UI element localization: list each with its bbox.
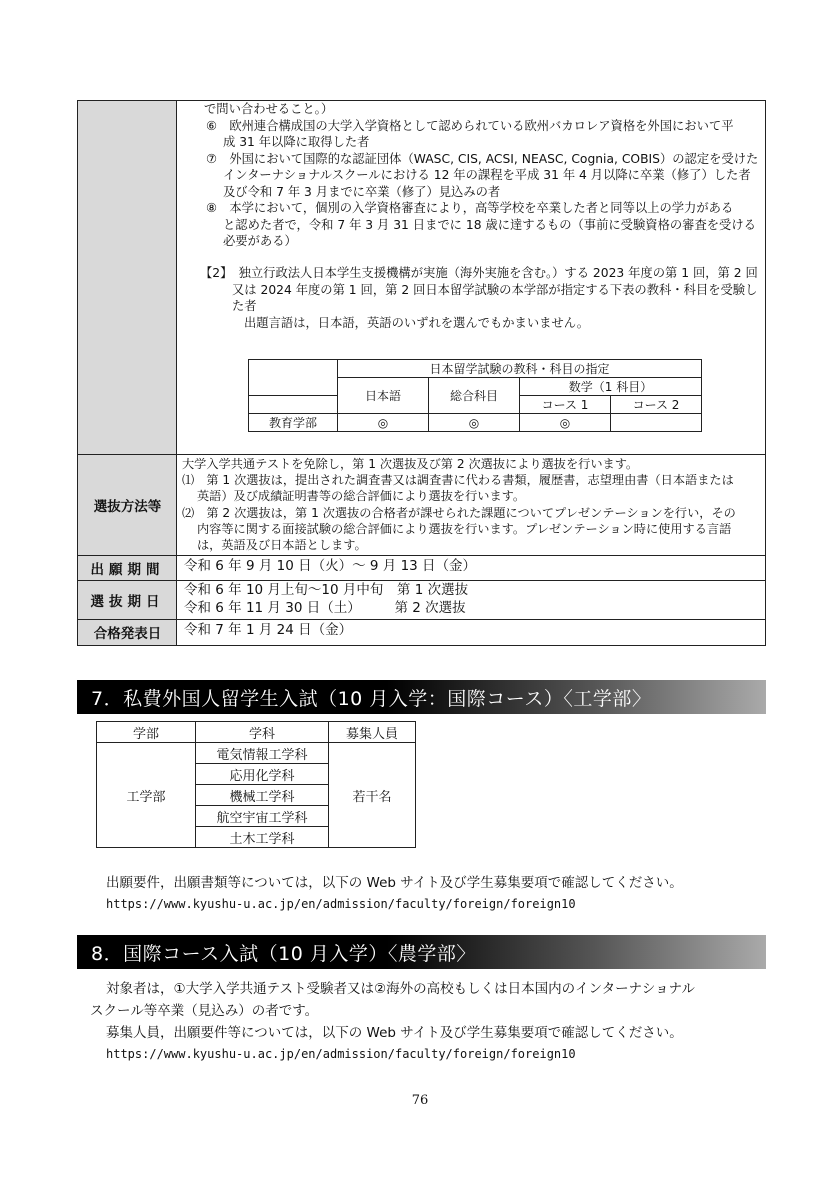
eju-line: 【2】 独立行政法人日本学生支援機構が実施（海外実施を含む。）する 2023 年度の第 1 回，第 2 回 xyxy=(200,266,758,280)
eju-requirement xyxy=(184,265,758,331)
section7-header xyxy=(77,680,766,714)
qualification-line: 必要がある） xyxy=(223,234,297,248)
qualification-line: 成 31 年以降に取得した者 xyxy=(223,135,370,149)
application-period-label: 出願期間 xyxy=(90,561,165,578)
section7-title: 7．私費外国人留学生入試（10 月入学：国際コース）〈工学部〉 xyxy=(91,687,652,710)
selection-line: ⑴ 第 1 次選抜は，提出された調査書又は調査書に代わる書類，履歴書，志望理由書（日本語または xyxy=(182,473,734,488)
selection-date-label: 選抜期日 xyxy=(90,593,165,610)
section8-header xyxy=(77,935,766,969)
col-japanese: 日本語 xyxy=(338,378,429,414)
selection-date-line: 令和 6 年 11 月 30 日（土） 第 2 次選抜 xyxy=(184,599,466,616)
col-course1: コース 1 xyxy=(520,396,611,414)
page-number: 76 xyxy=(411,1093,429,1108)
selection-method xyxy=(182,456,736,553)
qualification-line: ⑦ 外国において国際的な認証団体（WASC, CIS, ACSI, NEASC, Cognia, COBIS）の認定を受けた xyxy=(206,151,759,166)
col-math: 数学（1 科目） xyxy=(520,378,702,396)
mark-course2 xyxy=(611,414,702,432)
row-divider xyxy=(78,619,765,620)
section7-note: 出願要件，出願書類等については，以下の Web サイト及び学生募集要項で確認してください。 xyxy=(106,875,683,891)
selection-line: 内容等に関する面接試験の総合評価により選抜を行います。プレゼンテーション時に使用する言語 xyxy=(197,521,732,536)
qualification-line: ⑧ 本学において，個別の入学資格審査により，高等学校を卒業した者と同等以上の学力がある xyxy=(206,201,734,215)
application-period-value: 令和 6 年 9 月 10 日（火）～ 9 月 13 日（金） xyxy=(184,558,477,574)
eju-line: た者 xyxy=(232,299,257,313)
qualification-list xyxy=(184,101,758,250)
department-table xyxy=(96,721,416,848)
mark-general: ◎ xyxy=(429,414,520,432)
qualification-line: で問い合わせること。） xyxy=(204,102,334,116)
eju-line: 出題言語は，日本語，英語のいずれを選んでもかまいません。 xyxy=(244,315,590,330)
col-course2: コース 2 xyxy=(611,396,702,414)
section8-title: 8．国際コース入試（10 月入学）〈農学部〉 xyxy=(91,942,476,965)
col-quota: 募集人員 xyxy=(329,722,416,743)
department-name: 土木工学科 xyxy=(196,827,329,848)
eju-line: 又は 2024 年度の第 1 回，第 2 回日本留学試験の本学部が指定する下表の教科・科目を受験し xyxy=(232,282,758,297)
mark-japanese: ◎ xyxy=(338,414,429,432)
department-name: 航空宇宙工学科 xyxy=(196,806,329,827)
selection-line: ⑵ 第 2 次選抜は，第 1 次選抜の合格者が課せられた課題についてプレゼンテーションを行い，その xyxy=(182,505,736,520)
department-name: 応用化学科 xyxy=(196,764,329,785)
requirements-table xyxy=(77,100,766,646)
row-divider xyxy=(78,580,765,581)
selection-line: 大学入学共通テストを免除し，第 1 次選抜及び第 2 次選抜により選抜を行います。 xyxy=(182,457,639,471)
qualification-line: ⑥ 欧州連合構成国の大学入学資格として認められている欧州バカロレア資格を外国において平 xyxy=(206,118,734,133)
faculty-name: 工学部 xyxy=(97,743,196,848)
qualification-line: インターナショナルスクールにおける 12 年の課程を平成 31 年 4 月以降に卒業（修了）した者 xyxy=(223,168,751,182)
col-dept: 学科 xyxy=(196,722,329,743)
announcement-label: 合格発表日 xyxy=(93,626,162,642)
row-label: 教育学部 xyxy=(249,414,338,432)
selection-label: 選抜方法等 xyxy=(93,498,162,515)
row-divider xyxy=(78,555,765,556)
selection-date-value xyxy=(184,582,468,617)
subject-header: 日本留学試験の教科・科目の指定 xyxy=(338,360,702,378)
eju-subject-table xyxy=(248,359,702,432)
section8-para1-line1: 対象者は，①大学入学共通テスト受験者又は②海外の高校もしくは日本国内のインターナショナル xyxy=(106,981,695,997)
selection-date-line: 令和 6 年 10 月上旬～10 月中旬 第 1 次選抜 xyxy=(184,582,469,598)
qualification-line: と認めた者で，令和 7 年 3 月 31 日までに 18 歳に達するもの（事前に受験資格の審査を受ける xyxy=(223,217,756,232)
section8-url[interactable]: https://www.kyushu-u.ac.jp/en/admission/faculty/foreign/foreign10 xyxy=(106,1047,576,1061)
row-divider xyxy=(78,454,765,455)
section8-para2: 募集人員，出願要件等については，以下の Web サイト及び学生募集要項で確認してください。 xyxy=(106,1025,683,1041)
col-faculty: 学部 xyxy=(97,722,196,743)
department-name: 機械工学科 xyxy=(196,785,329,806)
selection-line: は，英語及び日本語とします。 xyxy=(197,538,367,553)
section7-url[interactable]: https://www.kyushu-u.ac.jp/en/admission/faculty/foreign/foreign10 xyxy=(106,897,576,911)
blank-cell xyxy=(249,396,338,414)
mark-course1: ◎ xyxy=(520,414,611,432)
department-name: 電気情報工学科 xyxy=(196,743,329,764)
qualification-line: 及び令和 7 年 3 月までに卒業（修了）見込みの者 xyxy=(223,184,501,199)
announcement-value: 令和 7 年 1 月 24 日（金） xyxy=(184,622,353,638)
selection-line: 英語）及び成績証明書等の総合評価により選抜を行います。 xyxy=(197,489,526,504)
section8-para1-line2: スクール等卒業（見込み）の者です。 xyxy=(90,1003,319,1019)
blank-cell xyxy=(249,360,338,396)
quota-value: 若干名 xyxy=(329,743,416,848)
col-general: 総合科目 xyxy=(429,378,520,414)
